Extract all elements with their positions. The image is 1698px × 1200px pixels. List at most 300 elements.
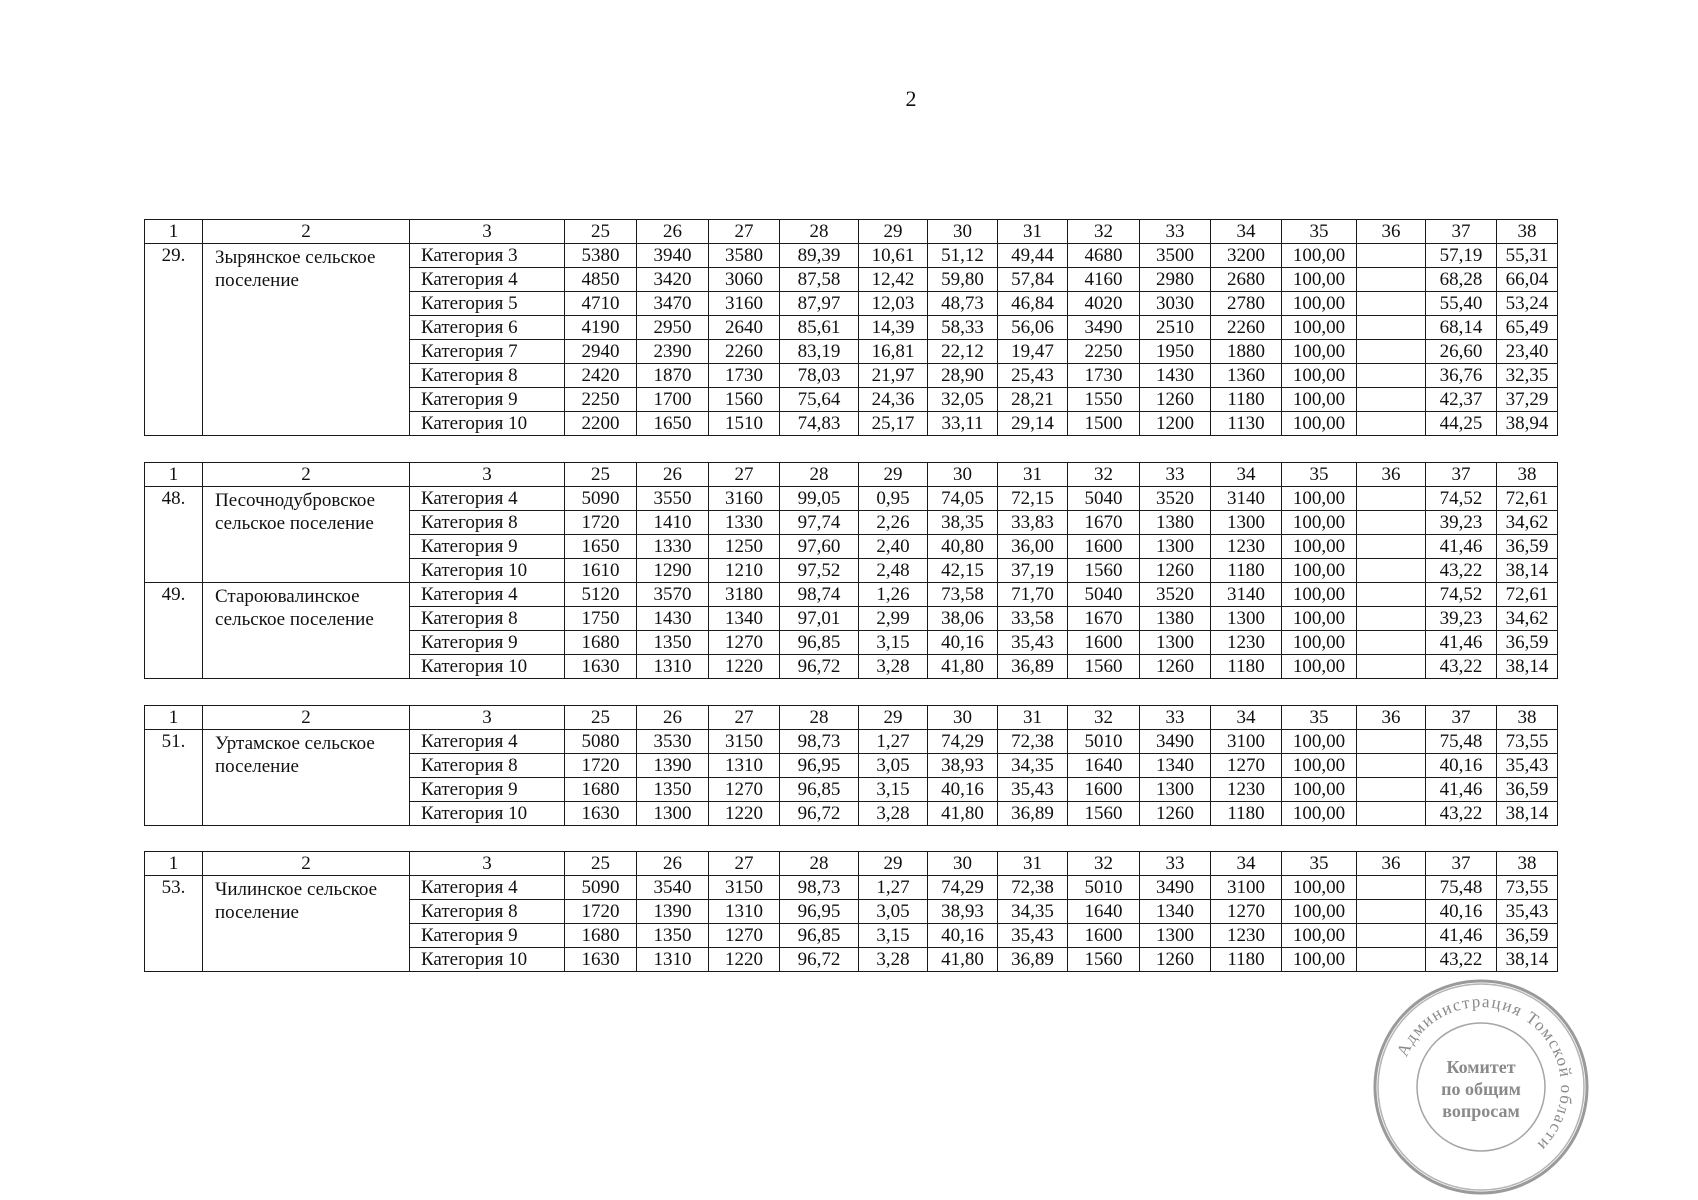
value-cell: 2,40 bbox=[859, 535, 928, 559]
value-cell: 1950 bbox=[1140, 340, 1211, 364]
value-cell bbox=[1357, 412, 1426, 436]
column-number-cell: 38 bbox=[1497, 220, 1558, 244]
category-cell: Категория 8 bbox=[410, 511, 565, 535]
value-cell: 100,00 bbox=[1282, 535, 1357, 559]
value-cell: 1340 bbox=[709, 607, 780, 631]
value-cell: 1,27 bbox=[859, 730, 928, 754]
value-cell: 100,00 bbox=[1282, 924, 1357, 948]
value-cell: 98,73 bbox=[780, 876, 859, 900]
value-cell: 4680 bbox=[1068, 244, 1140, 268]
value-cell: 3100 bbox=[1211, 876, 1282, 900]
column-number-row bbox=[145, 220, 1558, 244]
value-cell bbox=[1357, 559, 1426, 583]
value-cell: 3,15 bbox=[859, 924, 928, 948]
value-cell: 1250 bbox=[709, 535, 780, 559]
column-number-cell: 25 bbox=[565, 463, 637, 487]
value-cell: 33,83 bbox=[998, 511, 1068, 535]
value-cell: 1430 bbox=[637, 607, 709, 631]
value-cell: 1270 bbox=[709, 924, 780, 948]
column-number-cell: 1 bbox=[145, 706, 203, 730]
value-cell: 0,95 bbox=[859, 487, 928, 511]
value-cell: 1270 bbox=[1211, 900, 1282, 924]
value-cell: 96,72 bbox=[780, 802, 859, 826]
settlement-name: Песочнодубровское сельское поселение bbox=[203, 487, 410, 583]
value-cell: 55,31 bbox=[1497, 244, 1558, 268]
value-cell: 78,03 bbox=[780, 364, 859, 388]
value-cell: 68,28 bbox=[1426, 268, 1497, 292]
value-cell: 3,15 bbox=[859, 778, 928, 802]
value-cell: 100,00 bbox=[1282, 292, 1357, 316]
value-cell: 1,26 bbox=[859, 583, 928, 607]
value-cell: 33,11 bbox=[928, 412, 998, 436]
category-cell: Категория 9 bbox=[410, 535, 565, 559]
value-cell: 58,33 bbox=[928, 316, 998, 340]
svg-text:вопросам: вопросам bbox=[1442, 1101, 1520, 1121]
value-cell: 3,15 bbox=[859, 631, 928, 655]
value-cell: 100,00 bbox=[1282, 487, 1357, 511]
value-cell: 5090 bbox=[565, 487, 637, 511]
column-number-cell: 25 bbox=[565, 220, 637, 244]
value-cell: 12,42 bbox=[859, 268, 928, 292]
value-cell: 28,21 bbox=[998, 388, 1068, 412]
value-cell: 72,38 bbox=[998, 730, 1068, 754]
value-cell: 26,60 bbox=[1426, 340, 1497, 364]
category-cell: Категория 10 bbox=[410, 948, 565, 972]
value-cell: 72,15 bbox=[998, 487, 1068, 511]
data-table bbox=[144, 462, 1558, 679]
value-cell: 1230 bbox=[1211, 924, 1282, 948]
value-cell: 3520 bbox=[1140, 583, 1211, 607]
category-cell: Категория 4 bbox=[410, 730, 565, 754]
svg-text:по общим: по общим bbox=[1441, 1079, 1521, 1099]
value-cell: 1630 bbox=[565, 948, 637, 972]
value-cell: 23,40 bbox=[1497, 340, 1558, 364]
value-cell: 1,27 bbox=[859, 876, 928, 900]
value-cell: 41,80 bbox=[928, 802, 998, 826]
value-cell: 3200 bbox=[1211, 244, 1282, 268]
value-cell: 1750 bbox=[565, 607, 637, 631]
table-block bbox=[144, 705, 1558, 826]
value-cell bbox=[1357, 316, 1426, 340]
value-cell: 38,35 bbox=[928, 511, 998, 535]
category-cell: Категория 9 bbox=[410, 778, 565, 802]
value-cell: 3490 bbox=[1068, 316, 1140, 340]
value-cell: 42,15 bbox=[928, 559, 998, 583]
table-row bbox=[145, 244, 1558, 268]
value-cell bbox=[1357, 487, 1426, 511]
value-cell: 38,94 bbox=[1497, 412, 1558, 436]
value-cell: 87,97 bbox=[780, 292, 859, 316]
value-cell: 19,47 bbox=[998, 340, 1068, 364]
value-cell: 100,00 bbox=[1282, 268, 1357, 292]
value-cell: 36,59 bbox=[1497, 778, 1558, 802]
category-cell: Категория 4 bbox=[410, 876, 565, 900]
value-cell: 14,39 bbox=[859, 316, 928, 340]
value-cell: 74,83 bbox=[780, 412, 859, 436]
value-cell: 1560 bbox=[709, 388, 780, 412]
value-cell: 3580 bbox=[709, 244, 780, 268]
value-cell: 36,59 bbox=[1497, 535, 1558, 559]
value-cell: 1600 bbox=[1068, 631, 1140, 655]
value-cell: 1350 bbox=[637, 631, 709, 655]
value-cell: 1360 bbox=[1211, 364, 1282, 388]
value-cell: 100,00 bbox=[1282, 340, 1357, 364]
value-cell: 33,58 bbox=[998, 607, 1068, 631]
value-cell: 22,12 bbox=[928, 340, 998, 364]
value-cell: 1310 bbox=[637, 948, 709, 972]
value-cell: 35,43 bbox=[1497, 754, 1558, 778]
settlement-name: Зырянское сельское поселение bbox=[203, 244, 410, 436]
value-cell: 100,00 bbox=[1282, 900, 1357, 924]
value-cell: 74,29 bbox=[928, 876, 998, 900]
value-cell bbox=[1357, 583, 1426, 607]
value-cell: 2260 bbox=[709, 340, 780, 364]
value-cell: 36,59 bbox=[1497, 631, 1558, 655]
value-cell bbox=[1357, 655, 1426, 679]
value-cell: 2510 bbox=[1140, 316, 1211, 340]
value-cell: 1180 bbox=[1211, 802, 1282, 826]
value-cell: 38,14 bbox=[1497, 559, 1558, 583]
category-cell: Категория 5 bbox=[410, 292, 565, 316]
value-cell: 96,95 bbox=[780, 900, 859, 924]
value-cell: 5380 bbox=[565, 244, 637, 268]
value-cell: 96,72 bbox=[780, 655, 859, 679]
column-number-row bbox=[145, 706, 1558, 730]
value-cell: 28,90 bbox=[928, 364, 998, 388]
value-cell: 5010 bbox=[1068, 876, 1140, 900]
column-number-cell: 34 bbox=[1211, 220, 1282, 244]
value-cell: 1180 bbox=[1211, 388, 1282, 412]
value-cell: 1180 bbox=[1211, 655, 1282, 679]
value-cell: 3520 bbox=[1140, 487, 1211, 511]
value-cell: 1350 bbox=[637, 778, 709, 802]
value-cell: 2780 bbox=[1211, 292, 1282, 316]
column-number-cell: 25 bbox=[565, 852, 637, 876]
table-block bbox=[144, 851, 1558, 972]
value-cell: 1560 bbox=[1068, 559, 1140, 583]
category-cell: Категория 8 bbox=[410, 364, 565, 388]
category-cell: Категория 4 bbox=[410, 268, 565, 292]
value-cell: 1270 bbox=[709, 631, 780, 655]
value-cell: 24,36 bbox=[859, 388, 928, 412]
value-cell: 25,43 bbox=[998, 364, 1068, 388]
value-cell: 1560 bbox=[1068, 948, 1140, 972]
value-cell: 41,80 bbox=[928, 948, 998, 972]
column-number-cell: 34 bbox=[1211, 852, 1282, 876]
value-cell: 10,61 bbox=[859, 244, 928, 268]
value-cell bbox=[1357, 631, 1426, 655]
table-row bbox=[145, 583, 1558, 607]
settlement-name: Чилинское сельское поселение bbox=[203, 876, 410, 972]
category-cell: Категория 10 bbox=[410, 559, 565, 583]
column-number-cell: 37 bbox=[1426, 220, 1497, 244]
value-cell: 1700 bbox=[637, 388, 709, 412]
row-number: 51. bbox=[145, 730, 203, 826]
column-number-cell: 29 bbox=[859, 220, 928, 244]
category-cell: Категория 8 bbox=[410, 900, 565, 924]
value-cell: 66,04 bbox=[1497, 268, 1558, 292]
value-cell: 1270 bbox=[709, 778, 780, 802]
value-cell: 1220 bbox=[709, 948, 780, 972]
value-cell: 2250 bbox=[1068, 340, 1140, 364]
column-number-cell: 29 bbox=[859, 706, 928, 730]
value-cell bbox=[1357, 778, 1426, 802]
value-cell bbox=[1357, 535, 1426, 559]
value-cell bbox=[1357, 388, 1426, 412]
value-cell: 37,29 bbox=[1497, 388, 1558, 412]
value-cell: 3180 bbox=[709, 583, 780, 607]
value-cell bbox=[1357, 364, 1426, 388]
value-cell: 3490 bbox=[1140, 876, 1211, 900]
value-cell: 36,00 bbox=[998, 535, 1068, 559]
value-cell: 37,19 bbox=[998, 559, 1068, 583]
value-cell: 36,76 bbox=[1426, 364, 1497, 388]
value-cell: 73,55 bbox=[1497, 730, 1558, 754]
value-cell: 1340 bbox=[1140, 754, 1211, 778]
value-cell: 5120 bbox=[565, 583, 637, 607]
value-cell: 1730 bbox=[1068, 364, 1140, 388]
value-cell: 98,73 bbox=[780, 730, 859, 754]
column-number-cell: 26 bbox=[637, 852, 709, 876]
value-cell: 4160 bbox=[1068, 268, 1140, 292]
column-number-cell: 32 bbox=[1068, 706, 1140, 730]
value-cell: 1630 bbox=[565, 802, 637, 826]
value-cell: 2420 bbox=[565, 364, 637, 388]
value-cell: 73,58 bbox=[928, 583, 998, 607]
column-number-cell: 33 bbox=[1140, 706, 1211, 730]
value-cell: 57,19 bbox=[1426, 244, 1497, 268]
value-cell bbox=[1357, 900, 1426, 924]
value-cell bbox=[1357, 754, 1426, 778]
column-number-cell: 30 bbox=[928, 706, 998, 730]
value-cell: 75,64 bbox=[780, 388, 859, 412]
value-cell: 3420 bbox=[637, 268, 709, 292]
table-block bbox=[144, 462, 1558, 679]
value-cell: 38,93 bbox=[928, 900, 998, 924]
column-number-cell: 26 bbox=[637, 706, 709, 730]
column-number-cell: 27 bbox=[709, 220, 780, 244]
value-cell bbox=[1357, 730, 1426, 754]
value-cell: 83,19 bbox=[780, 340, 859, 364]
value-cell: 2200 bbox=[565, 412, 637, 436]
table-block bbox=[144, 219, 1558, 436]
column-number-cell: 36 bbox=[1357, 463, 1426, 487]
column-number-cell: 33 bbox=[1140, 852, 1211, 876]
column-number-cell: 27 bbox=[709, 706, 780, 730]
value-cell: 3,05 bbox=[859, 900, 928, 924]
value-cell: 100,00 bbox=[1282, 364, 1357, 388]
category-cell: Категория 8 bbox=[410, 607, 565, 631]
value-cell: 34,35 bbox=[998, 754, 1068, 778]
data-table bbox=[144, 219, 1558, 436]
value-cell: 97,52 bbox=[780, 559, 859, 583]
column-number-cell: 31 bbox=[998, 852, 1068, 876]
column-number-cell: 36 bbox=[1357, 220, 1426, 244]
category-cell: Категория 6 bbox=[410, 316, 565, 340]
value-cell: 2640 bbox=[709, 316, 780, 340]
value-cell: 38,93 bbox=[928, 754, 998, 778]
column-number-cell: 28 bbox=[780, 220, 859, 244]
value-cell: 1220 bbox=[709, 802, 780, 826]
value-cell: 96,85 bbox=[780, 778, 859, 802]
value-cell: 3940 bbox=[637, 244, 709, 268]
value-cell: 43,22 bbox=[1426, 802, 1497, 826]
value-cell: 34,62 bbox=[1497, 511, 1558, 535]
value-cell: 1330 bbox=[709, 511, 780, 535]
value-cell: 2950 bbox=[637, 316, 709, 340]
value-cell: 65,49 bbox=[1497, 316, 1558, 340]
value-cell: 41,80 bbox=[928, 655, 998, 679]
value-cell: 87,58 bbox=[780, 268, 859, 292]
value-cell: 1680 bbox=[565, 924, 637, 948]
value-cell: 3490 bbox=[1140, 730, 1211, 754]
svg-text:Администрация Томской области: Администрация Томской области bbox=[1392, 991, 1577, 1156]
value-cell bbox=[1357, 340, 1426, 364]
value-cell: 38,06 bbox=[928, 607, 998, 631]
column-number-cell: 28 bbox=[780, 706, 859, 730]
category-cell: Категория 4 bbox=[410, 487, 565, 511]
row-number: 48. bbox=[145, 487, 203, 583]
value-cell: 41,46 bbox=[1426, 535, 1497, 559]
value-cell: 39,23 bbox=[1426, 607, 1497, 631]
value-cell: 100,00 bbox=[1282, 876, 1357, 900]
value-cell: 38,14 bbox=[1497, 802, 1558, 826]
category-cell: Категория 10 bbox=[410, 802, 565, 826]
value-cell: 1390 bbox=[637, 900, 709, 924]
value-cell: 56,06 bbox=[998, 316, 1068, 340]
value-cell: 1290 bbox=[637, 559, 709, 583]
value-cell: 32,35 bbox=[1497, 364, 1558, 388]
column-number-cell: 35 bbox=[1282, 463, 1357, 487]
value-cell: 85,61 bbox=[780, 316, 859, 340]
value-cell: 1560 bbox=[1068, 802, 1140, 826]
value-cell bbox=[1357, 802, 1426, 826]
value-cell bbox=[1357, 876, 1426, 900]
value-cell: 99,05 bbox=[780, 487, 859, 511]
value-cell: 49,44 bbox=[998, 244, 1068, 268]
category-cell: Категория 10 bbox=[410, 655, 565, 679]
value-cell: 5080 bbox=[565, 730, 637, 754]
column-number-cell: 37 bbox=[1426, 852, 1497, 876]
value-cell: 1310 bbox=[637, 655, 709, 679]
value-cell: 1510 bbox=[709, 412, 780, 436]
value-cell: 1220 bbox=[709, 655, 780, 679]
value-cell: 48,73 bbox=[928, 292, 998, 316]
value-cell bbox=[1357, 268, 1426, 292]
column-number-cell: 31 bbox=[998, 706, 1068, 730]
value-cell: 32,05 bbox=[928, 388, 998, 412]
value-cell: 3140 bbox=[1211, 583, 1282, 607]
value-cell: 1310 bbox=[709, 900, 780, 924]
category-cell: Категория 10 bbox=[410, 412, 565, 436]
column-number-cell: 37 bbox=[1426, 706, 1497, 730]
column-number-cell: 38 bbox=[1497, 852, 1558, 876]
value-cell: 1640 bbox=[1068, 900, 1140, 924]
column-number-cell: 38 bbox=[1497, 706, 1558, 730]
value-cell: 1650 bbox=[637, 412, 709, 436]
value-cell: 41,46 bbox=[1426, 778, 1497, 802]
value-cell: 40,16 bbox=[928, 631, 998, 655]
value-cell bbox=[1357, 607, 1426, 631]
value-cell: 1640 bbox=[1068, 754, 1140, 778]
value-cell: 40,16 bbox=[1426, 900, 1497, 924]
value-cell: 96,85 bbox=[780, 631, 859, 655]
value-cell: 1210 bbox=[709, 559, 780, 583]
value-cell: 59,80 bbox=[928, 268, 998, 292]
column-number-cell: 32 bbox=[1068, 852, 1140, 876]
value-cell: 43,22 bbox=[1426, 948, 1497, 972]
value-cell: 35,43 bbox=[998, 778, 1068, 802]
value-cell: 75,48 bbox=[1426, 730, 1497, 754]
value-cell: 72,61 bbox=[1497, 583, 1558, 607]
row-number: 49. bbox=[145, 583, 203, 679]
column-number-cell: 36 bbox=[1357, 852, 1426, 876]
value-cell: 51,12 bbox=[928, 244, 998, 268]
value-cell: 46,84 bbox=[998, 292, 1068, 316]
svg-text:Комитет: Комитет bbox=[1446, 1057, 1516, 1077]
column-number-cell: 37 bbox=[1426, 463, 1497, 487]
value-cell: 34,62 bbox=[1497, 607, 1558, 631]
value-cell: 74,05 bbox=[928, 487, 998, 511]
value-cell: 1260 bbox=[1140, 559, 1211, 583]
value-cell: 100,00 bbox=[1282, 583, 1357, 607]
value-cell: 39,23 bbox=[1426, 511, 1497, 535]
value-cell: 1720 bbox=[565, 900, 637, 924]
value-cell: 1390 bbox=[637, 754, 709, 778]
column-number-cell: 36 bbox=[1357, 706, 1426, 730]
value-cell bbox=[1357, 292, 1426, 316]
value-cell: 3060 bbox=[709, 268, 780, 292]
category-cell: Категория 9 bbox=[410, 924, 565, 948]
value-cell: 4710 bbox=[565, 292, 637, 316]
value-cell: 1260 bbox=[1140, 655, 1211, 679]
value-cell: 1340 bbox=[1140, 900, 1211, 924]
value-cell: 1260 bbox=[1140, 388, 1211, 412]
value-cell: 72,61 bbox=[1497, 487, 1558, 511]
value-cell: 5010 bbox=[1068, 730, 1140, 754]
value-cell: 12,03 bbox=[859, 292, 928, 316]
column-number-cell: 28 bbox=[780, 463, 859, 487]
value-cell: 3,28 bbox=[859, 655, 928, 679]
table-row bbox=[145, 487, 1558, 511]
value-cell: 43,22 bbox=[1426, 655, 1497, 679]
value-cell: 1680 bbox=[565, 778, 637, 802]
value-cell: 1500 bbox=[1068, 412, 1140, 436]
value-cell: 3140 bbox=[1211, 487, 1282, 511]
column-number-cell: 35 bbox=[1282, 852, 1357, 876]
value-cell: 1300 bbox=[1140, 924, 1211, 948]
value-cell: 29,14 bbox=[998, 412, 1068, 436]
value-cell: 1720 bbox=[565, 511, 637, 535]
value-cell: 1180 bbox=[1211, 948, 1282, 972]
value-cell: 96,95 bbox=[780, 754, 859, 778]
column-number-cell: 3 bbox=[410, 220, 565, 244]
value-cell: 1180 bbox=[1211, 559, 1282, 583]
column-number-cell: 35 bbox=[1282, 220, 1357, 244]
value-cell: 42,37 bbox=[1426, 388, 1497, 412]
value-cell: 2,26 bbox=[859, 511, 928, 535]
value-cell: 100,00 bbox=[1282, 559, 1357, 583]
column-number-cell: 27 bbox=[709, 852, 780, 876]
value-cell: 3030 bbox=[1140, 292, 1211, 316]
value-cell: 1260 bbox=[1140, 948, 1211, 972]
value-cell: 1600 bbox=[1068, 535, 1140, 559]
value-cell: 100,00 bbox=[1282, 244, 1357, 268]
value-cell: 1610 bbox=[565, 559, 637, 583]
value-cell: 3100 bbox=[1211, 730, 1282, 754]
value-cell: 40,16 bbox=[928, 778, 998, 802]
value-cell: 44,25 bbox=[1426, 412, 1497, 436]
